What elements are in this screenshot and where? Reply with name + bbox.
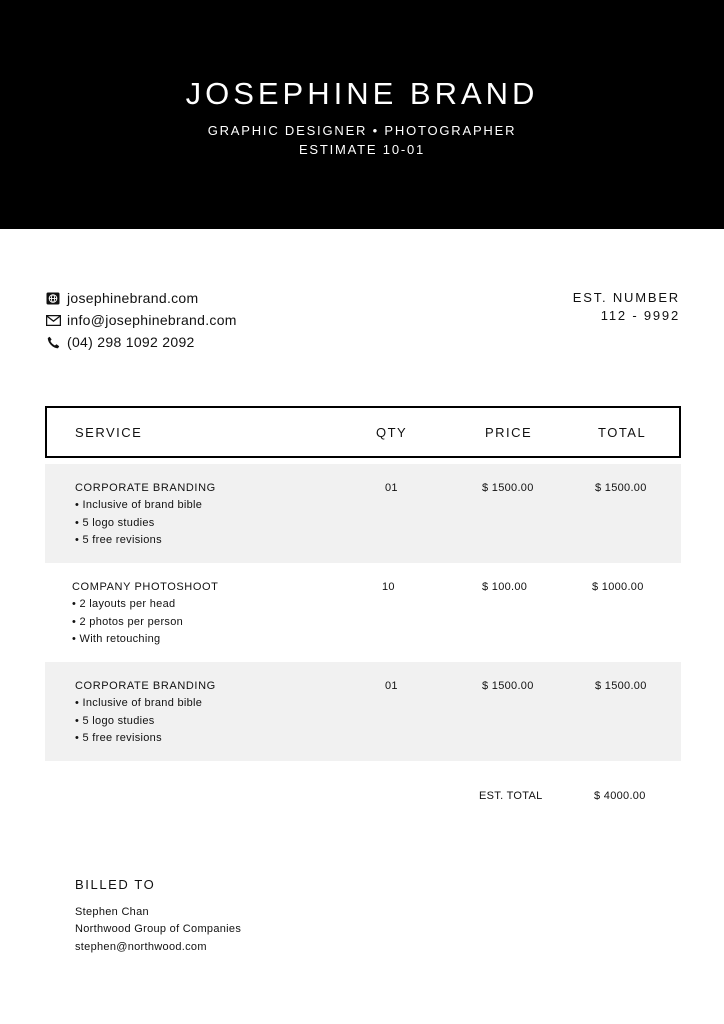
email-link[interactable]: info@josephinebrand.com bbox=[67, 312, 237, 328]
table-header bbox=[45, 406, 681, 458]
service-detail: • 2 layouts per head bbox=[72, 598, 176, 611]
service-description bbox=[75, 480, 216, 549]
service-detail: • Inclusive of brand bible bbox=[75, 697, 203, 710]
designer-subtitle: GRAPHIC DESIGNER • PHOTOGRAPHER bbox=[207, 123, 517, 138]
service-detail: • With retouching bbox=[72, 632, 161, 645]
service-detail: • 5 logo studies bbox=[75, 714, 155, 727]
envelope-icon bbox=[45, 313, 61, 327]
qty-cell: 01 bbox=[385, 482, 398, 494]
service-title: CORPORATE BRANDING bbox=[75, 482, 216, 494]
header-price: PRICE bbox=[485, 425, 533, 440]
price-cell: $ 1500.00 bbox=[482, 482, 534, 494]
billed-to-block bbox=[75, 877, 241, 956]
service-description bbox=[75, 678, 216, 747]
phone-icon bbox=[45, 335, 61, 349]
website-link[interactable]: josephinebrand.com bbox=[67, 290, 199, 306]
globe-icon bbox=[45, 291, 61, 305]
est-number-label: EST. NUMBER bbox=[572, 290, 680, 305]
price-cell: $ 100.00 bbox=[482, 581, 528, 593]
service-title: CORPORATE BRANDING bbox=[75, 680, 216, 692]
client-name: Stephen Chan bbox=[75, 906, 149, 918]
service-detail: • 5 free revisions bbox=[75, 731, 162, 744]
contact-email bbox=[45, 309, 237, 331]
table-row bbox=[45, 563, 681, 662]
service-detail: • Inclusive of brand bible bbox=[75, 499, 203, 512]
est-number-value: 112 - 9992 bbox=[600, 308, 680, 323]
total-cell: $ 1500.00 bbox=[595, 680, 647, 692]
estimate-id: ESTIMATE 10-01 bbox=[298, 142, 426, 157]
qty-cell: 10 bbox=[382, 581, 395, 593]
header-qty: QTY bbox=[376, 425, 408, 440]
contact-website bbox=[45, 287, 237, 309]
billed-to-label: BILLED TO bbox=[75, 877, 156, 892]
service-title: COMPANY PHOTOSHOOT bbox=[72, 581, 219, 593]
client-company: Northwood Group of Companies bbox=[75, 923, 242, 936]
total-cell: $ 1500.00 bbox=[595, 482, 647, 494]
service-detail: • 2 photos per person bbox=[72, 615, 184, 628]
qty-cell: 01 bbox=[385, 680, 398, 692]
header-service: SERVICE bbox=[75, 425, 143, 440]
contact-phone bbox=[45, 331, 237, 353]
table-row bbox=[45, 662, 681, 761]
service-detail: • 5 free revisions bbox=[75, 533, 162, 546]
est-total-label: EST. TOTAL bbox=[479, 790, 543, 802]
total-cell: $ 1000.00 bbox=[592, 581, 644, 593]
table-row bbox=[45, 464, 681, 563]
page-header bbox=[0, 0, 724, 229]
phone-number: (04) 298 1092 2092 bbox=[67, 334, 195, 350]
header-total: TOTAL bbox=[598, 425, 647, 440]
designer-name: JOSEPHINE BRAND bbox=[185, 76, 539, 111]
service-detail: • 5 logo studies bbox=[75, 516, 155, 529]
est-total-value: $ 4000.00 bbox=[594, 790, 646, 802]
contact-block bbox=[45, 287, 237, 353]
client-email: stephen@northwood.com bbox=[75, 940, 207, 953]
price-cell: $ 1500.00 bbox=[482, 680, 534, 692]
estimate-number bbox=[573, 289, 680, 325]
service-description bbox=[72, 579, 219, 648]
